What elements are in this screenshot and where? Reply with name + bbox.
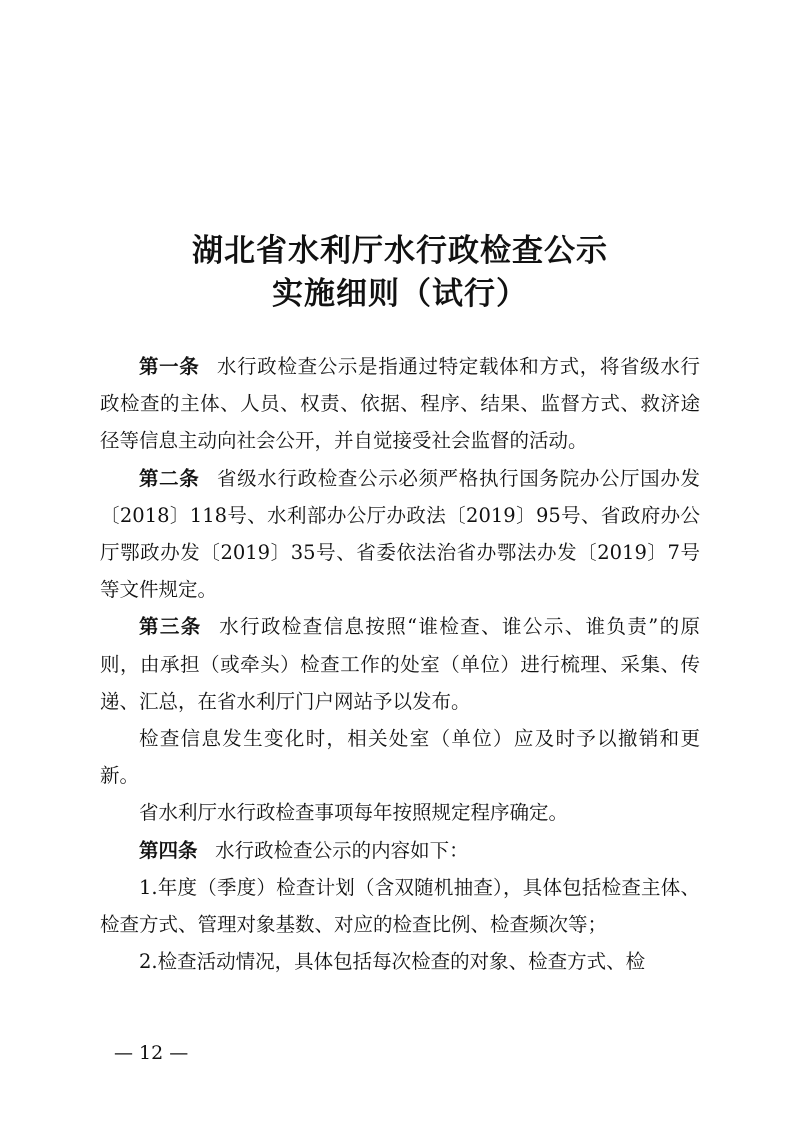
article-label: 第三条 bbox=[139, 615, 202, 639]
article-label: 第一条 bbox=[139, 355, 200, 378]
paragraph-text: 省水利厅水行政检查事项每年按照规定程序确定。 bbox=[139, 801, 569, 825]
paragraph-text: 1.年度（季度）检查计划（含双随机抽查），具体包括检查主体、检查方式、管理对象基数、对应的检查比例、检查频次等； bbox=[100, 875, 700, 937]
list-item bbox=[100, 869, 700, 943]
paragraph-text: 省级水行政检查公示必须严格执行国务院办公厅国办发〔2018〕118号、水利部办公厅办政法〔2019〕95号、省政府办公厅鄂政办发〔2019〕35号、省委依法治省办鄂法办发〔2019〕7号等文件规定。 bbox=[100, 466, 700, 602]
paragraph bbox=[100, 720, 700, 794]
article-label: 第二条 bbox=[139, 466, 200, 490]
article-4-paragraph bbox=[100, 832, 700, 869]
document-body bbox=[100, 348, 700, 980]
article-2-paragraph bbox=[100, 460, 700, 609]
article-label: 第四条 bbox=[139, 838, 198, 862]
article-1-paragraph bbox=[100, 348, 700, 460]
paragraph-text: 水行政检查公示是指通过特定载体和方式，将省级水行政检查的主体、人员、权责、依据、程序、结果、监督方式、救济途径等信息主动向社会公开，并自觉接受社会监督的活动。 bbox=[100, 355, 700, 453]
article-3-paragraph bbox=[100, 608, 700, 720]
document-title-line-2: 实施细则（试行） bbox=[272, 276, 528, 312]
paragraph-text: 水行政检查公示的内容如下： bbox=[215, 838, 469, 862]
list-item bbox=[100, 943, 700, 980]
paragraph-text: 水行政检查信息按照“谁检查、谁公示、谁负责”的原则，由承担（或牵头）检查工作的处室（单位）进行梳理、采集、传递、汇总，在省水利厅门户网站予以发布。 bbox=[100, 615, 700, 713]
page-number: — 12 — bbox=[114, 1042, 189, 1064]
paragraph bbox=[100, 794, 700, 831]
paragraph-text: 2.检查活动情况，具体包括每次检查的对象、检查方式、检 bbox=[139, 950, 646, 974]
paragraph-text: 检查信息发生变化时，相关处室（单位）应及时予以撤销和更新。 bbox=[100, 727, 700, 788]
document-title-line-1: 湖北省水利厅水行政检查公示 bbox=[192, 233, 608, 269]
